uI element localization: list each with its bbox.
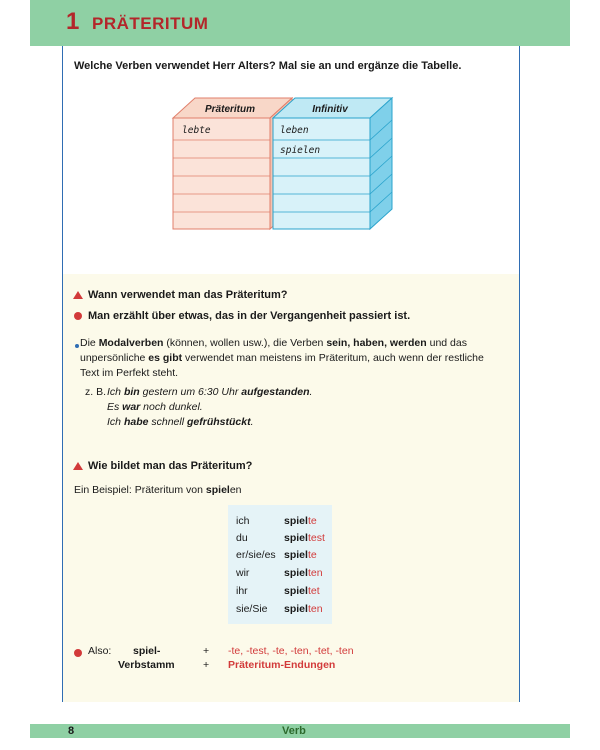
chapter-title: PRÄTERITUM [92, 14, 209, 33]
example-line-1: Ich bin gestern um 6:30 Uhr aufgestanden. [107, 386, 313, 398]
conjugation-row: du spieltest [236, 532, 325, 544]
endings-list: -te, -test, -te, -ten, -tet, -ten [228, 645, 354, 657]
also-stem: spiel- [133, 645, 161, 657]
question-when: Wann verwendet man das Präteritum? [88, 289, 288, 301]
chapter-number: 1 [66, 8, 80, 35]
page-footer [30, 724, 570, 738]
verbstamm-label: Verbstamm [118, 659, 175, 671]
answer-when: Man erzählt über etwas, das in der Vergangenheit passiert ist. [88, 310, 411, 322]
beispiel-line: Ein Beispiel: Präteritum von spielen [74, 484, 242, 496]
conjugation-row: wir spielten [236, 567, 323, 579]
col1-cell-1: lebte [182, 125, 211, 136]
task-instruction: Welche Verben verwendet Herr Alters? Mal sie an und ergänze die Tabelle. [74, 60, 462, 72]
endings-label: Präteritum-Endungen [228, 659, 336, 671]
bullet-icon [75, 344, 79, 348]
conjugation-table [228, 505, 332, 624]
dot-icon [74, 649, 82, 657]
verb-table-diagram [170, 95, 400, 235]
conjugation-row: er/sie/es spielte [236, 549, 317, 561]
col1-header: Präteritum [204, 104, 256, 115]
col2-cell-1: leben [280, 125, 309, 136]
question-how: Wie bildet man das Präteritum? [88, 460, 253, 472]
example-line-3: Ich habe schnell gefrühstückt. [107, 416, 254, 428]
dot-icon [74, 312, 82, 320]
page-number: 8 [68, 725, 75, 737]
example-line-2: Es war noch dunkel. [107, 401, 203, 413]
triangle-icon [73, 462, 83, 470]
col2-cell-2: spielen [280, 145, 321, 156]
conjugation-row: ihr spieltet [236, 585, 320, 597]
modalverben-note: Die Modalverben (können, wollen usw.), die Verben sein, haben, werden und das unpersönliche es gibt verwendet man meistens im Präteritum, auch wenn der restliche Text im Perfekt steht. [80, 337, 484, 379]
example-prefix: z. B. [85, 386, 107, 398]
conjugation-row: sie/Sie spielten [236, 603, 323, 615]
conjugation-row: ich spielte [236, 515, 317, 527]
plus-sign: + [203, 659, 210, 671]
section-name: Verb [282, 725, 306, 737]
col2-header: Infinitiv [312, 104, 348, 115]
plus-sign: + [203, 645, 210, 657]
chapter-header [30, 0, 570, 46]
triangle-icon [73, 291, 83, 299]
also-label: Also: [88, 645, 112, 657]
